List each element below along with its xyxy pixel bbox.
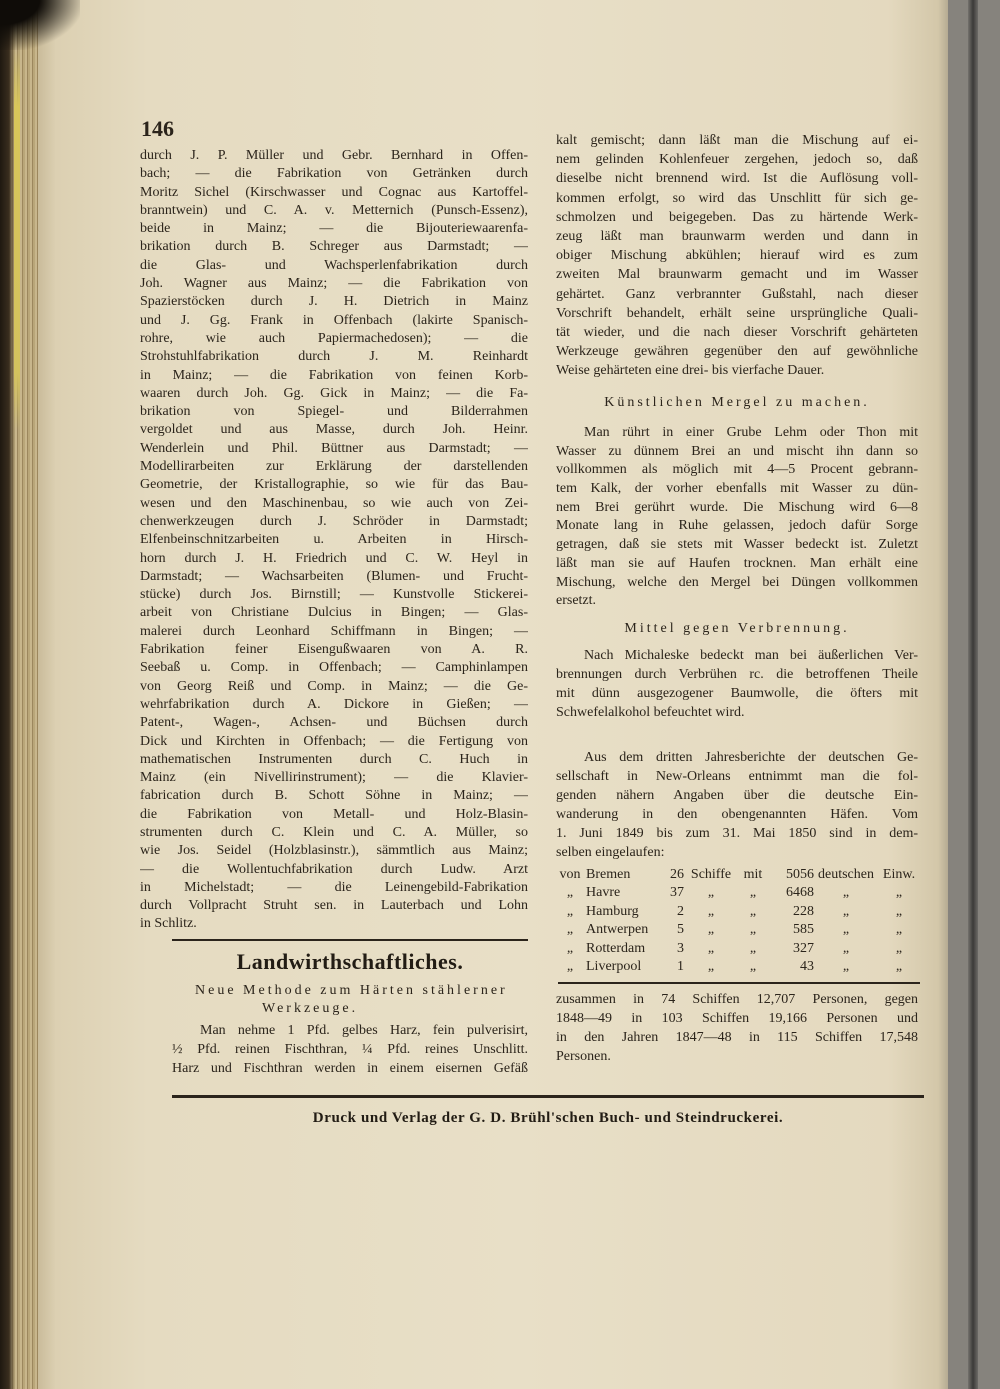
- text-line: Harz und Fischthran werden in einem eisernen Gefäß: [172, 1061, 528, 1076]
- text-line: Seebaß u. Comp. in Offenbach; — Camphinlampen: [140, 660, 528, 676]
- text-line: Nach Michaleske bedeckt man bei äußerlichen Ver-: [584, 648, 918, 663]
- table-cell-from: „: [566, 922, 574, 938]
- text-line: ½ Pfd. reinen Fischthran, ¼ Pfd. reines Unschlitt.: [172, 1042, 528, 1057]
- table-cell-ships: 1: [677, 958, 684, 974]
- text-line: — die Wollentuchfabrikation durch Ludw. Arzt: [140, 861, 528, 877]
- text-line: Werkzeuge gewähren gegenüber den auf gewöhnliche: [556, 344, 918, 360]
- table-row: [556, 903, 920, 921]
- text-line: 1. Juni 1849 bis zum 31. Mai 1850 sind in dem-: [556, 826, 918, 841]
- text-line: sellschaft in New-Orleans entnimmt man die fol-: [556, 769, 918, 784]
- table-cell-port: Havre: [586, 885, 621, 901]
- article-title-line-2: Werkzeuge.: [262, 1001, 359, 1016]
- text-line: chenwerkzeugen durch J. Schröder in Darmstadt;: [140, 513, 528, 529]
- immigration-table: [556, 866, 920, 976]
- text-line: zweiten Mal braunwarm gemacht und im Wasser: [556, 267, 918, 283]
- table-cell-nationality: „: [842, 922, 850, 938]
- printer-imprint: Druck und Verlag der G. D. Brühl'schen Buch- und Steindruckerei.: [312, 1110, 784, 1126]
- text-line: zeug läßt man braunwarm werden und dann in: [556, 228, 918, 244]
- text-line: genden nähern Angaben über die deutsche Ein-: [556, 788, 918, 803]
- text-line: Fabrikation feiner Eisengußwaaren von A. R.: [140, 642, 528, 658]
- table-cell-unit: Einw.: [882, 867, 916, 882]
- text-line: schmolzen und beigegeben. Das zu härtende Werk-: [556, 209, 918, 225]
- text-line: malerei durch Leonhard Schiffmann in Bingen; —: [140, 623, 528, 639]
- text-line: Monate lang in Ruhe gelassen, jedoch dafür Sorge: [556, 518, 918, 534]
- text-line: Dick und Kirchten in Offenbach; — die Fertigung von: [140, 733, 528, 749]
- gilded-edge-highlight: [14, 50, 20, 430]
- table-cell-count: 228: [793, 903, 814, 919]
- text-line: obiger Mischung abkühlen; hierauf wird es zum: [556, 248, 918, 264]
- text-line: wesen und den Maschinenbau, so wie auch von Zei-: [140, 495, 528, 511]
- text-line: kommen erfolgt, so wird das Unschlitt für sich ge-: [556, 190, 918, 206]
- text-line: die Glas- und Wachsperlenfabrikation durch: [140, 257, 528, 273]
- table-cell-with: „: [749, 922, 757, 938]
- table-cell-unit: „: [895, 922, 903, 938]
- burns-heading: Mittel gegen Verbrennung.: [624, 621, 850, 636]
- table-cell-from: „: [566, 885, 574, 901]
- text-line: nem Brei gerührt wurde. Die Mischung wird 6—8: [556, 499, 918, 515]
- text-line: Weise gehärteten eine drei- bis vierfache Dauer.: [556, 363, 825, 379]
- table-cell-count: 43: [800, 958, 814, 974]
- table-cell-port: Liverpool: [586, 958, 642, 974]
- table-cell-ships: 3: [677, 940, 684, 956]
- table-cell-ships: 5: [677, 922, 684, 938]
- text-line: in Schlitz.: [140, 916, 197, 932]
- table-total-rule: [558, 982, 920, 984]
- table-cell-count: 585: [793, 922, 814, 938]
- text-line: Wenderlein und Phil. Büttner aus Darmstadt; —: [140, 440, 528, 456]
- text-line: durch Vollpracht Struht sen. in Lauterbach und Lohn: [140, 898, 528, 914]
- table-cell-from: „: [566, 958, 574, 974]
- text-line: und J. Gg. Frank in Offenbach (lakirte Spanisch-: [140, 312, 528, 328]
- text-line: stücke) durch Jos. Birnstill; — Kunstvolle Stickerei-: [140, 587, 528, 603]
- table-row: [556, 940, 920, 958]
- table-cell-with: „: [749, 958, 757, 974]
- text-line: Darmstadt; — Wachsarbeiten (Blumen- und Frucht-: [140, 568, 528, 584]
- text-line: rohre, wie auch Papiermachedosen); — die: [140, 330, 528, 346]
- text-line: von Georg Reiß und Comp. in Mainz; — die Ge-: [140, 678, 528, 694]
- table-cell-with: „: [749, 940, 757, 956]
- text-line: bach; — die Fabrikation von Getränken durch: [140, 166, 528, 182]
- text-line: arbeit von Christiane Dulcius in Bingen; — Glas-: [140, 605, 528, 621]
- table-cell-unit: „: [895, 903, 903, 919]
- text-line: mit dünn ausgezogener Baumwolle, die öfters mit: [556, 686, 918, 701]
- text-line: Personen.: [556, 1049, 611, 1064]
- scanner-background-strip: [968, 0, 978, 1389]
- text-line: durch J. P. Müller und Gebr. Bernhard in Offen-: [140, 148, 528, 163]
- text-line: Modellirarbeiten zur Erklärung der darstellenden: [140, 459, 528, 475]
- text-line: Patent-, Wagen-, Achsen- und Büchsen durch: [140, 715, 528, 731]
- table-cell-port: Bremen: [586, 867, 631, 882]
- table-cell-ships: 2: [677, 903, 684, 919]
- text-line: Vorschrift behandelt, erhält seine ursprüngliche Quali-: [556, 305, 918, 321]
- text-line: fabrication durch B. Schott Söhne in Mainz; —: [140, 788, 528, 804]
- table-cell-with: mit: [743, 867, 763, 882]
- table-cell-port: Rotterdam: [586, 940, 646, 956]
- text-line: läßt man sie auf Haufen trocknen. Man erhält eine: [556, 555, 918, 571]
- table-cell-nationality: „: [842, 940, 850, 956]
- text-line: 1848—49 in 103 Schiffen 19,166 Personen und: [556, 1011, 918, 1026]
- text-line: kalt gemischt; dann läßt man die Mischung auf ei-: [556, 133, 918, 148]
- table-cell-unit: „: [895, 940, 903, 956]
- marl-heading: Künstlichen Mergel zu machen.: [604, 395, 870, 410]
- text-line: selben eingelaufen:: [556, 845, 665, 860]
- article-hardening-text: [172, 1021, 528, 1078]
- text-line: branntwein) und C. A. v. Metternich (Punsch-Essenz),: [140, 202, 528, 218]
- table-cell-unit: „: [895, 958, 903, 974]
- text-line: mathematischen Instrumenten durch C. Huch in: [140, 751, 528, 767]
- table-cell-port: Hamburg: [586, 903, 639, 919]
- text-line: beide in Mainz; — die Bijouteriewaarenfa-: [140, 221, 528, 237]
- table-row: [556, 921, 920, 939]
- text-line: strumenten durch C. Klein und C. A. Müller, so: [140, 824, 528, 840]
- table-cell-ships-word: Schiffe: [690, 867, 732, 882]
- text-line: Schwefelalkohol befeuchtet wird.: [556, 705, 745, 720]
- text-line: wie Jos. Seidel (Holzblasinstr.), sämmtlich aus Mainz;: [140, 843, 528, 859]
- section-divider: [172, 939, 528, 941]
- text-line: Man rührt in einer Grube Lehm oder Thon mit: [584, 425, 918, 440]
- text-line: Strohstuhlfabrikation durch J. M. Reinhardt: [140, 349, 528, 365]
- text-line: wehrfabrikation durch A. Dickore in Gießen; —: [140, 696, 528, 712]
- text-line: Moritz Sichel (Kirschwasser und Cognac aus Kartoffel-: [140, 184, 528, 200]
- article-hardening-continued: [556, 131, 918, 380]
- text-line: Wasser zu dünnem Brei an und mischt ihn dann so: [556, 443, 918, 459]
- text-line: Spazierstöcken durch J. H. Dietrich in Mainz: [140, 294, 528, 310]
- text-line: Elfenbeinschnitzarbeiten u. Arbeiten in Hirsch-: [140, 532, 528, 548]
- footer-rule: [172, 1095, 924, 1098]
- text-line: die Fabrikation von Metall- und Holz-Blasin-: [140, 806, 528, 822]
- table-cell-ships-word: „: [707, 940, 715, 956]
- text-line: dieselbe nicht brennend wird. Ist die Auflösung voll-: [556, 171, 918, 187]
- text-line: brennungen durch Verbrühen rc. die betroffenen Theile: [556, 667, 918, 682]
- article-title-line-1: Neue Methode zum Härten stählerner: [195, 983, 508, 998]
- table-cell-with: „: [749, 903, 757, 919]
- text-line: Man nehme 1 Pfd. gelbes Harz, fein pulverisirt,: [200, 1023, 528, 1038]
- text-line: Geometrie, der Kristallographie, so wie für das Bau-: [140, 477, 528, 493]
- text-line: in Mainz; — die Fabrikation von feinen Korb-: [140, 367, 528, 383]
- left-column-text: [140, 147, 528, 934]
- text-line: nem gelinden Kohlenfeuer zergehen, jedoch so, daß: [556, 152, 918, 168]
- burns-text: [556, 646, 918, 722]
- text-line: in den Jahren 1847—48 in 115 Schiffen 17,548: [556, 1030, 918, 1045]
- emigration-intro: [556, 748, 918, 862]
- table-cell-ships-word: „: [707, 958, 715, 974]
- table-cell-nationality: „: [842, 885, 850, 901]
- table-cell-ships-word: „: [707, 903, 715, 919]
- table-cell-ships: 26: [670, 867, 684, 882]
- table-cell-with: „: [749, 885, 757, 901]
- text-line: vergoldet und aus Masse, durch Joh. Heinr.: [140, 422, 528, 438]
- text-line: tät wieder, und die nach dieser Vorschrift gehärteten: [556, 324, 918, 340]
- text-line: zusammen in 74 Schiffen 12,707 Personen, gegen: [556, 992, 918, 1007]
- table-row: [556, 866, 920, 884]
- text-line: brikation von Spiegel- und Bilderrahmen: [140, 404, 528, 420]
- table-cell-ships-word: „: [707, 885, 715, 901]
- table-cell-ships-word: „: [707, 922, 715, 938]
- table-cell-count: 6468: [786, 885, 814, 901]
- text-line: getragen, daß sie stets mit Wasser bedeckt ist. Zuletzt: [556, 537, 918, 553]
- page-number: 146: [141, 116, 174, 141]
- text-line: in Michelstadt; — die Leinengebild-Fabrikation: [140, 879, 528, 895]
- text-line: waaren durch Joh. Gg. Gick in Mainz; — die Fa-: [140, 385, 528, 401]
- text-line: Mainz (ein Nivellirinstrument); — die Klavier-: [140, 770, 528, 786]
- table-cell-count: 5056: [786, 867, 814, 882]
- text-line: gehärtet. Ganz verbrannter Gußstahl, nach dieser: [556, 286, 918, 302]
- table-cell-nationality: deutschen: [818, 867, 874, 882]
- dark-corner-shadow: [0, 0, 80, 50]
- text-line: Aus dem dritten Jahresberichte der deutschen Ge-: [584, 750, 918, 765]
- text-line: wanderung in den obengenannten Häfen. Vom: [556, 807, 918, 822]
- table-cell-from: von: [559, 867, 581, 882]
- table-cell-from: „: [566, 903, 574, 919]
- text-line: Mischung, welche den Mergel bei Düngen vollkommen: [556, 574, 918, 590]
- section-title: Landwirthschaftliches.: [236, 949, 464, 974]
- text-line: brikation durch B. Schreger aus Darmstadt; —: [140, 239, 528, 255]
- table-cell-from: „: [566, 940, 574, 956]
- text-line: tem Kalk, der vorher ebenfalls mit Wasser zu dün-: [556, 481, 918, 497]
- table-cell-nationality: „: [842, 903, 850, 919]
- table-cell-nationality: „: [842, 958, 850, 974]
- text-line: horn durch J. H. Friedrich und C. W. Heyl in: [140, 550, 528, 566]
- text-line: vollkommen als möglich mit 4—5 Procent gebrann-: [556, 462, 918, 478]
- table-row: [556, 884, 920, 902]
- table-row: [556, 958, 920, 976]
- table-cell-port: Antwerpen: [586, 922, 649, 938]
- text-line: ersetzt.: [556, 593, 597, 609]
- marl-text: [556, 424, 918, 611]
- table-cell-ships: 37: [670, 885, 684, 901]
- table-cell-unit: „: [895, 885, 903, 901]
- emigration-summary: [556, 990, 918, 1066]
- text-line: Joh. Wagner aus Mainz; — die Fabrikation von: [140, 276, 528, 292]
- table-cell-count: 327: [793, 940, 814, 956]
